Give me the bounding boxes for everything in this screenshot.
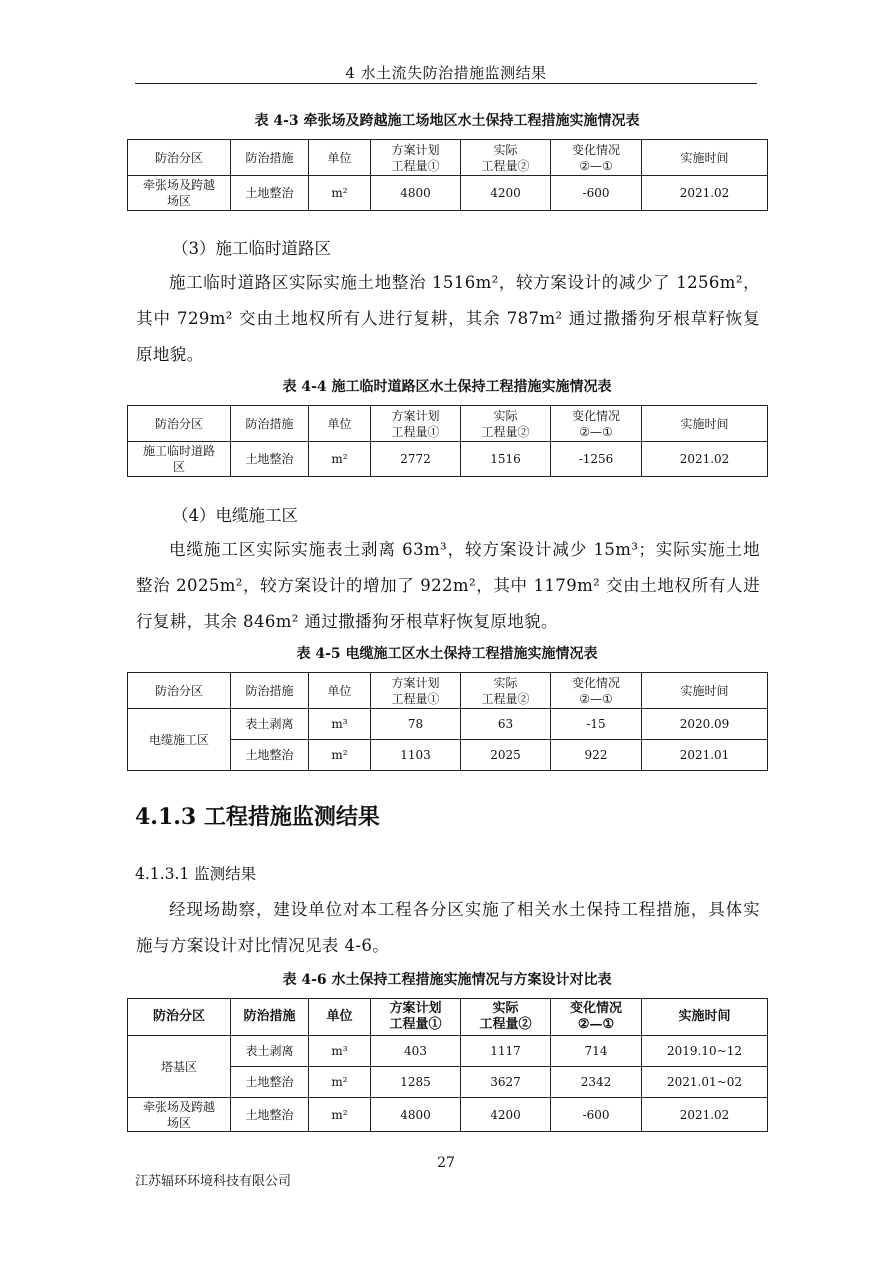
column-header: 单位: [309, 673, 371, 709]
table-cell: -600: [551, 1098, 642, 1132]
table-cell: 2021.01~02: [642, 1067, 768, 1098]
table-header-row: [128, 673, 768, 709]
column-header: 防治措施: [231, 406, 309, 442]
column-header: 变化情况 ②—①: [551, 140, 642, 176]
table-cell: 714: [551, 1036, 642, 1067]
table-cell: 3627: [461, 1067, 551, 1098]
table-cell: m²: [309, 740, 371, 771]
section-3-heading: （3）施工临时道路区: [172, 239, 331, 258]
table-cell: 牵张场及跨越 场区: [128, 176, 231, 211]
page-number: 27: [437, 1155, 455, 1171]
section-3-paragraph: 施工临时道路区实际实施土地整治 1516m²，较方案设计的减少了 1256m²，其中 729m² 交由土地权所有人进行复耕，其余 787m² 通过撒播狗牙根草籽恢复原地貌。: [136, 273, 760, 364]
column-header: 方案计划 工程量①: [371, 406, 461, 442]
table-cell: 土地整治: [231, 1067, 309, 1098]
table-cell: 78: [371, 709, 461, 740]
column-header: 实际 工程量②: [461, 406, 551, 442]
column-header: 防治分区: [128, 999, 231, 1036]
running-header: 4 水土流失防治措施监测结果: [345, 64, 547, 82]
subsection-heading-4-1-3-1: 4.1.3.1 监测结果: [135, 865, 257, 883]
table-4-6-caption: 表 4-6 水土保持工程措施实施情况与方案设计对比表: [282, 972, 612, 988]
table-4-3: [127, 139, 768, 211]
table-cell: 2772: [371, 442, 461, 477]
table-cell: 土地整治: [231, 740, 309, 771]
column-header: 方案计划 工程量①: [371, 999, 461, 1036]
table-cell: 4200: [461, 176, 551, 211]
column-header: 防治分区: [128, 406, 231, 442]
table-cell: 2020.09: [642, 709, 768, 740]
table-row: [128, 442, 768, 477]
table-row: [128, 709, 768, 740]
table-cell: m²: [309, 1067, 371, 1098]
column-header: 单位: [309, 406, 371, 442]
table-cell: 4800: [371, 176, 461, 211]
table-cell: 土地整治: [231, 1098, 309, 1132]
column-header: 方案计划 工程量①: [371, 673, 461, 709]
column-header: 防治措施: [231, 673, 309, 709]
column-header: 防治措施: [231, 999, 309, 1036]
table-cell: 2025: [461, 740, 551, 771]
column-header: 实施时间: [642, 140, 768, 176]
column-header: 防治措施: [231, 140, 309, 176]
table-cell: 403: [371, 1036, 461, 1067]
table-4-4-caption: 表 4-4 施工临时道路区水土保持工程措施实施情况表: [282, 379, 612, 395]
table-4-3-caption: 表 4-3 牵张场及跨越施工场地区水土保持工程措施实施情况表: [254, 113, 640, 129]
column-header: 防治分区: [128, 673, 231, 709]
column-header: 变化情况 ②—①: [551, 673, 642, 709]
column-header: 单位: [309, 140, 371, 176]
table-cell: 施工临时道路 区: [128, 442, 231, 477]
column-header: 实施时间: [642, 406, 768, 442]
table-cell: 4800: [371, 1098, 461, 1132]
table-cell: 2021.02: [642, 176, 768, 211]
table-cell: 2021.01: [642, 740, 768, 771]
table-4-6: [127, 998, 768, 1132]
table-cell: m³: [309, 709, 371, 740]
table-cell: 1516: [461, 442, 551, 477]
table-cell: 土地整治: [231, 176, 309, 211]
table-cell: -15: [551, 709, 642, 740]
table-cell: -1256: [551, 442, 642, 477]
table-cell: 63: [461, 709, 551, 740]
table-cell: m²: [309, 176, 371, 211]
table-cell: 1285: [371, 1067, 461, 1098]
table-4-5-caption: 表 4-5 电缆施工区水土保持工程措施实施情况表: [296, 646, 598, 662]
table-row: [128, 1098, 768, 1132]
table-cell: 2021.02: [642, 1098, 768, 1132]
table-cell: -600: [551, 176, 642, 211]
column-header: 实际 工程量②: [461, 673, 551, 709]
table-header-row: [128, 999, 768, 1036]
table-4-4: [127, 405, 768, 477]
section-4-heading: （4）电缆施工区: [172, 506, 298, 525]
column-header: 变化情况 ②—①: [551, 999, 642, 1036]
table-cell: m³: [309, 1036, 371, 1067]
zone-cell: 电缆施工区: [128, 709, 231, 771]
table-cell: 表土剥离: [231, 709, 309, 740]
table-cell: 2342: [551, 1067, 642, 1098]
table-cell: 牵张场及跨越 场区: [128, 1098, 231, 1132]
table-row: [128, 176, 768, 211]
table-row: [128, 1036, 768, 1067]
column-header: 变化情况 ②—①: [551, 406, 642, 442]
header-rule: [135, 83, 757, 84]
table-4-5: [127, 672, 768, 771]
section-4-1-3-paragraph: 经现场勘察，建设单位对本工程各分区实施了相关水土保持工程措施，具体实施与方案设计对比情况见表 4-6。: [136, 900, 760, 955]
table-cell: 1117: [461, 1036, 551, 1067]
table-cell: m²: [309, 442, 371, 477]
section-4-paragraph: 电缆施工区实际实施表土剥离 63m³，较方案设计减少 15m³；实际实施土地整治 2025m²，较方案设计的增加了 922m²，其中 1179m² 交由土地权所有人进行复耕，其余 846m² 通过撒播狗牙根草籽恢复原地貌。: [136, 540, 760, 631]
table-cell: 922: [551, 740, 642, 771]
column-header: 实施时间: [642, 999, 768, 1036]
column-header: 实施时间: [642, 673, 768, 709]
section-heading-4-1-3: 4.1.3 工程措施监测结果: [135, 804, 380, 830]
table-cell: 4200: [461, 1098, 551, 1132]
column-header: 防治分区: [128, 140, 231, 176]
table-header-row: [128, 406, 768, 442]
zone-cell: 塔基区: [128, 1036, 231, 1098]
footer-company: 江苏辐环环境科技有限公司: [135, 1174, 292, 1189]
column-header: 方案计划 工程量①: [371, 140, 461, 176]
table-cell: 2021.02: [642, 442, 768, 477]
column-header: 实际 工程量②: [461, 140, 551, 176]
table-cell: m²: [309, 1098, 371, 1132]
table-cell: 2019.10~12: [642, 1036, 768, 1067]
column-header: 单位: [309, 999, 371, 1036]
table-cell: 表土剥离: [231, 1036, 309, 1067]
column-header: 实际 工程量②: [461, 999, 551, 1036]
table-cell: 1103: [371, 740, 461, 771]
table-cell: 土地整治: [231, 442, 309, 477]
table-header-row: [128, 140, 768, 176]
